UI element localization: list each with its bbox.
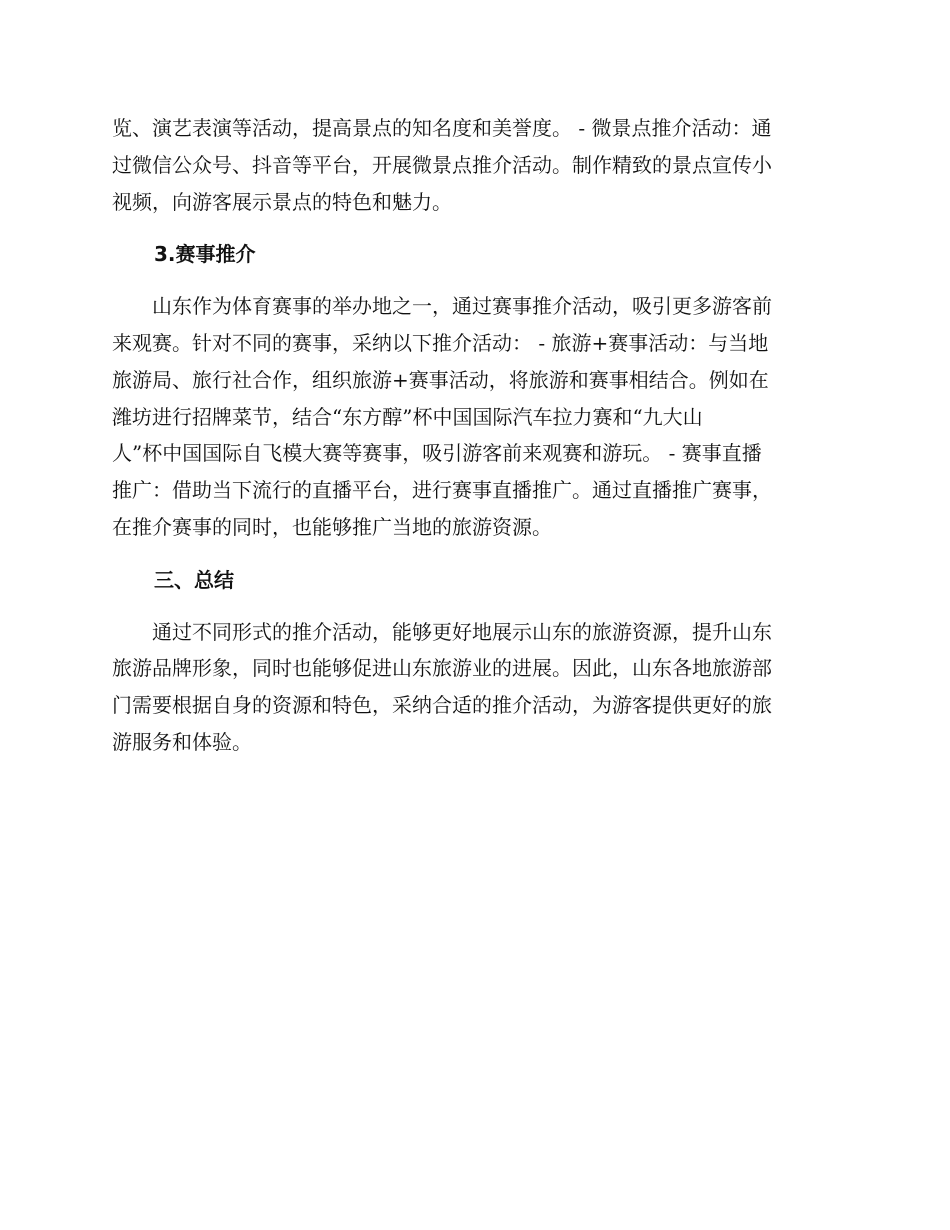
text-line: 视频，向游客展示景点的特色和魅力。 [112,189,452,214]
text-line: 人”杯中国国际自飞模大赛等赛事，吸引游客前来观赛和游玩。 - 赛事直播 [112,441,762,466]
section-heading-summary: 三、总结 [154,567,234,592]
text-line: 通过不同形式的推介活动，能够更好地展示山东的旅游资源，提升山东 [112,619,772,644]
document-page [112,110,832,761]
text-line: 在推介赛事的同时，也能够推广当地的旅游资源。 [112,514,552,539]
section-heading-event-promotion: 3.赛事推介 [154,242,256,267]
paragraph-summary [112,614,832,761]
paragraph-scenic-promotion [112,110,832,220]
text-line: 游服务和体验。 [112,729,252,754]
text-line: 过微信公众号、抖音等平台，开展微景点推介活动。制作精致的景点宣传小 [112,152,772,177]
text-line: 来观赛。针对不同的赛事，采纳以下推介活动： - 旅游+赛事活动：与当地 [112,330,769,355]
text-line: 旅游品牌形象，同时也能够促进山东旅游业的进展。因此，山东各地旅游部 [112,656,772,681]
paragraph-event-promotion [112,288,832,546]
text-line: 门需要根据自身的资源和特色，采纳合适的推介活动，为游客提供更好的旅 [112,693,772,718]
text-line: 推广：借助当下流行的直播平台，进行赛事直播推广。通过直播推广赛事， [112,478,772,503]
text-line: 潍坊进行招牌菜节，结合“东方醇”杯中国国际汽车拉力赛和“九大山 [112,404,703,429]
text-line: 山东作为体育赛事的举办地之一，通过赛事推介活动，吸引更多游客前 [112,294,772,319]
text-line: 览、演艺表演等活动，提高景点的知名度和美誉度。 - 微景点推介活动：通 [112,116,772,140]
text-line: 旅游局、旅行社合作，组织旅游+赛事活动，将旅游和赛事相结合。例如在 [112,367,769,392]
